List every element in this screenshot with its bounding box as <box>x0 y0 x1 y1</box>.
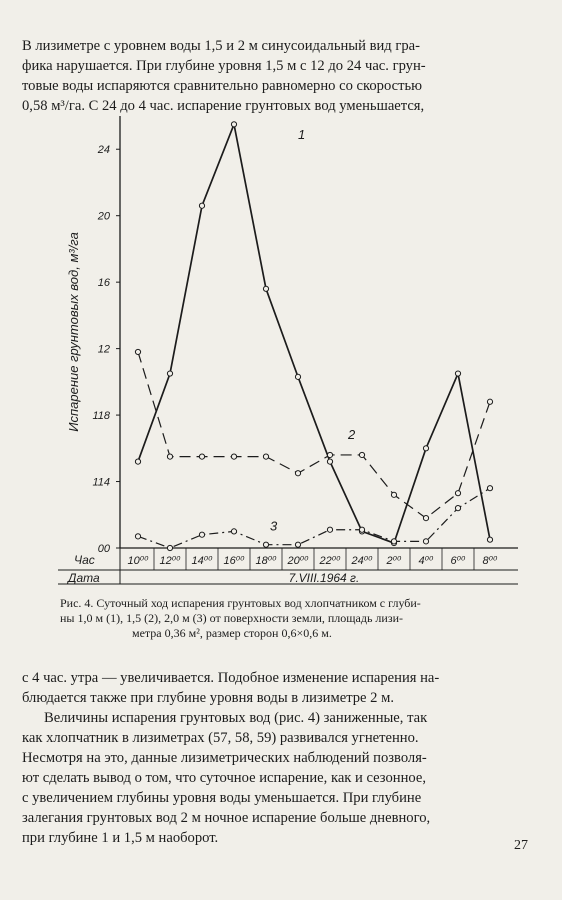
date-label: 7.VIII.1964 г. <box>288 571 360 585</box>
data-point <box>327 527 332 532</box>
x-tick-label: 4⁰⁰ <box>418 555 434 567</box>
data-point <box>391 539 396 544</box>
data-point <box>231 529 236 534</box>
series-label-3: 3 <box>270 518 278 534</box>
data-point <box>263 454 268 459</box>
x-tick-label: 20⁰⁰ <box>287 555 309 567</box>
series-label-2: 2 <box>348 426 356 442</box>
data-point <box>327 452 332 457</box>
data-point <box>423 515 428 520</box>
data-point <box>231 454 236 459</box>
y-tick-label: 00 <box>97 543 110 555</box>
data-point <box>455 371 460 376</box>
y-tick-label: 114 <box>92 476 110 489</box>
data-point <box>487 486 492 491</box>
data-point <box>167 545 172 550</box>
hour-row-label: Час <box>74 553 95 567</box>
data-point <box>327 459 332 464</box>
data-point <box>423 446 428 451</box>
data-point <box>135 534 140 539</box>
data-point <box>167 371 172 376</box>
figure-caption <box>60 596 520 641</box>
text-line: с 4 час. утра — увеличивается. Подобное изменение испарения на- <box>22 670 440 686</box>
x-tick-label: 16⁰⁰ <box>223 555 245 567</box>
data-point <box>199 454 204 459</box>
data-point <box>487 399 492 404</box>
data-point <box>199 203 204 208</box>
data-point <box>295 374 300 379</box>
page-number: 27 <box>514 838 528 853</box>
date-row-label: Дата <box>68 571 100 585</box>
x-tick-label: 8⁰⁰ <box>482 555 498 567</box>
text-line: В лизиметре с уровнем воды 1,5 и 2 м синусоидальный вид гра- <box>22 38 420 54</box>
x-tick-label: 22⁰⁰ <box>319 555 341 567</box>
series-line-1 <box>138 124 490 543</box>
x-tick-label: 6⁰⁰ <box>450 555 466 567</box>
evaporation-chart <box>48 108 538 590</box>
text-line: как хлопчатник в лизиметрах (57, 58, 59) развивался угнетенно. <box>22 730 419 746</box>
data-point <box>359 527 364 532</box>
y-axis-title: Испарение грунтовых вод, м³/га <box>66 232 81 432</box>
data-point <box>359 452 364 457</box>
y-tick-label: 24 <box>97 144 110 157</box>
text-line: фика нарушается. При глубине уровня 1,5 м с 12 до 24 час. грун- <box>22 58 426 74</box>
text-line: товые воды испаряются сравнительно равномерно со скоростью <box>22 78 423 94</box>
data-point <box>263 542 268 547</box>
paragraph-top <box>22 36 527 116</box>
x-tick-label: 10⁰⁰ <box>127 555 149 567</box>
data-point <box>455 491 460 496</box>
text-line: ют сделать вывод о том, что суточное испарение, как и сезонное, <box>22 770 426 786</box>
series-line-2 <box>138 352 490 518</box>
data-point <box>199 532 204 537</box>
y-tick-label: 12 <box>97 343 110 356</box>
data-point <box>263 286 268 291</box>
data-point <box>135 459 140 464</box>
text-line: Несмотря на это, данные лизиметрических наблюдений позволя- <box>22 750 427 766</box>
data-point <box>423 539 428 544</box>
chart-svg <box>48 108 538 590</box>
data-point <box>487 537 492 542</box>
data-point <box>295 471 300 476</box>
data-point <box>135 349 140 354</box>
text-line: Величины испарения грунтовых вод (рис. 4) заниженные, так <box>44 710 428 726</box>
text-line: с увеличением глубины уровня воды уменьшается. При глубине <box>22 790 422 806</box>
text-line: при глубине 1 и 1,5 м наоборот. <box>22 830 219 846</box>
data-point <box>391 492 396 497</box>
data-point <box>167 454 172 459</box>
x-tick-label: 12⁰⁰ <box>159 555 181 567</box>
x-tick-label: 2⁰⁰ <box>386 555 402 567</box>
text-line: блюдается также при глубине уровня воды в лизиметре 2 м. <box>22 690 395 706</box>
caption-line: Рис. 4. Суточный ход испарения грунтовых вод хлопчатником с глуби- <box>60 596 421 610</box>
series-label-1: 1 <box>298 126 306 142</box>
y-tick-label: 16 <box>97 277 110 290</box>
x-tick-label: 24⁰⁰ <box>351 555 373 567</box>
y-tick-label: 118 <box>92 410 110 423</box>
caption-line: метра 0,36 м², размер сторон 0,6×0,6 м. <box>132 626 332 640</box>
x-tick-label: 18⁰⁰ <box>255 555 277 567</box>
paragraph-bottom <box>22 668 527 848</box>
series-line-3 <box>138 488 490 548</box>
caption-line: ны 1,0 м (1), 1,5 (2), 2,0 м (3) от поверхности земли, площадь лизи- <box>60 611 403 625</box>
data-point <box>231 122 236 127</box>
text-line: 0,58 м³/га. С 24 до 4 час. испарение грунтовых вод уменьшается, <box>22 98 425 114</box>
data-point <box>295 542 300 547</box>
y-tick-label: 20 <box>97 210 110 223</box>
x-tick-label: 14⁰⁰ <box>191 555 213 567</box>
text-line: залегания грунтовых вод 2 м ночное испарение больше дневного, <box>22 810 431 826</box>
data-point <box>455 506 460 511</box>
